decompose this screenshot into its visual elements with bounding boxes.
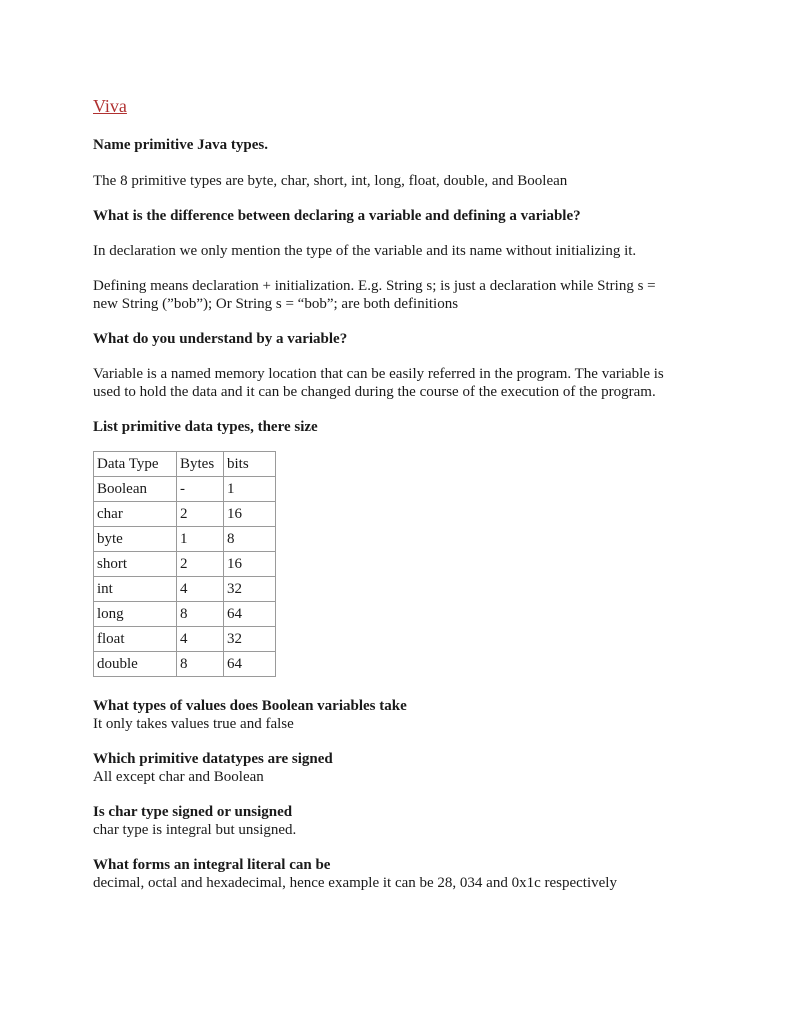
table-cell: 8 [177, 602, 224, 627]
table-cell: 64 [224, 652, 276, 677]
question-integral-literal: What forms an integral literal can be [93, 857, 331, 873]
question-signed-types: Which primitive datatypes are signed [93, 751, 333, 767]
table-cell: 8 [224, 527, 276, 552]
question-primitive-types: Name primitive Java types. [93, 137, 268, 153]
table-row [94, 577, 276, 602]
answer-signed-types: All except char and Boolean [93, 769, 264, 785]
question-declare-vs-define: What is the difference between declaring a variable and defining a variable? [93, 208, 581, 224]
table-row [94, 527, 276, 552]
table-cell: 16 [224, 552, 276, 577]
table-cell: double [94, 652, 177, 677]
question-variable: What do you understand by a variable? [93, 331, 348, 347]
table-cell: 2 [177, 502, 224, 527]
table-header-cell: bits [224, 452, 276, 477]
table-cell: - [177, 477, 224, 502]
table-header-cell: Data Type [94, 452, 177, 477]
answer-definition-line-2: new String (”bob”); Or String s = “bob”; are both definitions [93, 296, 459, 312]
answer-integral-literal: decimal, octal and hexadecimal, hence example it can be 28, 034 and 0x1c respectively [93, 875, 617, 891]
table-cell: float [94, 627, 177, 652]
table-row [94, 552, 276, 577]
table-row [94, 627, 276, 652]
document-page [93, 95, 693, 892]
table-cell: Boolean [94, 477, 177, 502]
table-row [94, 502, 276, 527]
data-types-table [93, 451, 276, 677]
table-header-cell: Bytes [177, 452, 224, 477]
table-cell: 64 [224, 602, 276, 627]
table-cell: 32 [224, 627, 276, 652]
answer-boolean-values: It only takes values true and false [93, 716, 294, 732]
table-cell: 1 [224, 477, 276, 502]
table-cell: 1 [177, 527, 224, 552]
answer-variable-line-2: used to hold the data and it can be changed during the course of the execution of the program. [93, 384, 656, 400]
table-row [94, 477, 276, 502]
question-char-signed: Is char type signed or unsigned [93, 804, 293, 820]
answer-primitive-types: The 8 primitive types are byte, char, short, int, long, float, double, and Boolean [93, 173, 568, 189]
table-cell: 32 [224, 577, 276, 602]
table-row [94, 652, 276, 677]
table-cell: byte [94, 527, 177, 552]
table-header-row [94, 452, 276, 477]
answer-variable-line-1: Variable is a named memory location that can be easily referred in the program. The variable is [93, 366, 664, 382]
answer-declaration: In declaration we only mention the type of the variable and its name without initializing it. [93, 243, 637, 259]
question-data-types-size: List primitive data types, there size [93, 419, 318, 435]
table-cell: int [94, 577, 177, 602]
table-cell: long [94, 602, 177, 627]
table-cell: 4 [177, 627, 224, 652]
table-cell: char [94, 502, 177, 527]
answer-definition-line-1: Defining means declaration + initialization. E.g. String s; is just a declaration while String s = [93, 278, 656, 294]
page-title: Viva [93, 96, 127, 116]
table-cell: 2 [177, 552, 224, 577]
table-cell: short [94, 552, 177, 577]
table-cell: 8 [177, 652, 224, 677]
table-cell: 16 [224, 502, 276, 527]
question-boolean-values: What types of values does Boolean variables take [93, 698, 407, 714]
answer-char-signed: char type is integral but unsigned. [93, 822, 297, 838]
table-row [94, 602, 276, 627]
table-cell: 4 [177, 577, 224, 602]
